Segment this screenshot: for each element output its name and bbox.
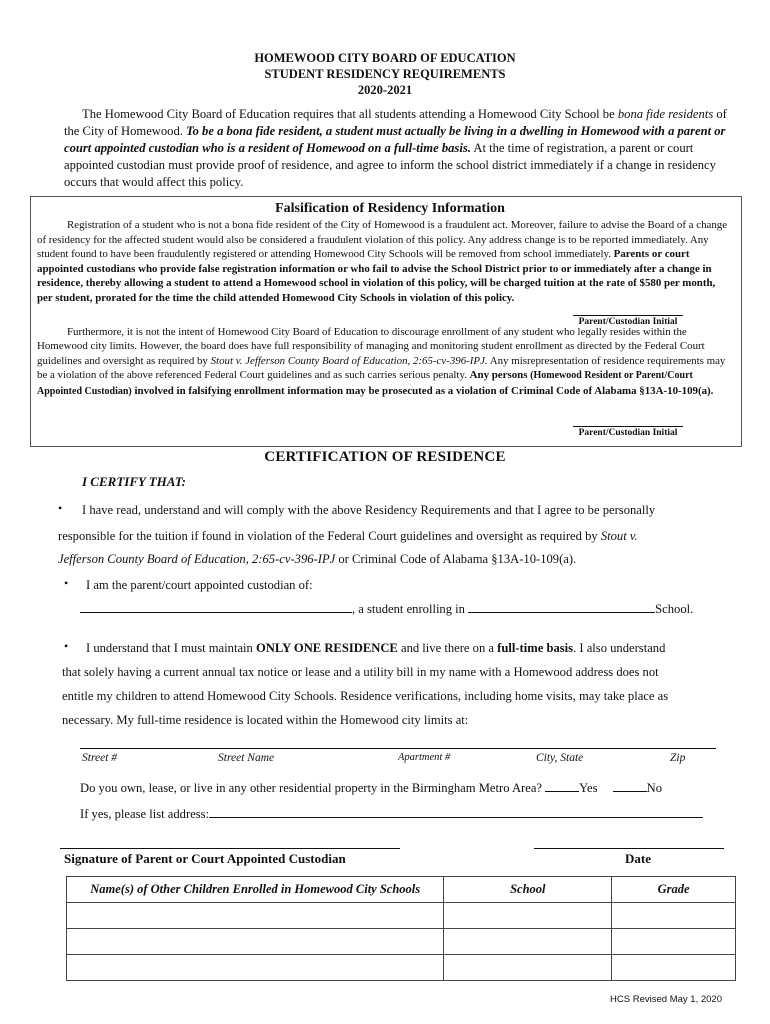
other-address-label: If yes, please list address: [80,807,210,821]
table-row [67,903,736,929]
signature-field[interactable] [60,848,400,849]
date-field[interactable] [534,848,724,849]
child-school-cell[interactable] [444,903,612,929]
other-property-question: Do you own, lease, or live in any other residential property in the Birmingham Metro Area? Yes No [80,781,663,795]
grade-header: Grade [612,877,736,903]
falsification-paragraph-2: Furthermore, it is not the intent of Homewood City Board of Education to discourage enrollment of any student who legally resides within the Homewood city limits. However, the board does have full responsibility of managing and monitoring student enrollment as directed by the Federal Court guidelines and oversight as required by Stout v. Jefferson County Board of Education, 2:65-cv-396-IPJ. Any misrepresentation of residence requirements may be a violation of the above referenced Federal Court guidelines and as such carries serious penalty. Any persons (Homewood Resident or Parent/Court Appointed Custodian) involved in falsifying enrollment information may be prosecuted as a violation of Criminal Code of Alabama §13A-10-109(a). [37,325,726,397]
bullet-1-line-1: I have read, understand and will comply with the above Residency Requirements and that I agree to be personally [82,503,656,517]
bullet-2: • [64,576,69,590]
revision-footer: HCS Revised May 1, 2020 [610,994,722,1005]
school-header: School [444,877,612,903]
certify-heading: I CERTIFY THAT: [82,474,187,489]
document-header [0,50,770,98]
date-label: Date [625,851,651,866]
bullet-3: • [64,639,69,653]
school-name-field[interactable] [468,601,655,613]
bullet-1: • [58,501,63,515]
certification-title: CERTIFICATION OF RESIDENCE [264,449,506,465]
initial-label-1: Parent/Custodian Initial [573,315,683,328]
child-school-cell[interactable] [444,929,612,955]
initial-field-1[interactable] [573,315,683,328]
document-title: STUDENT RESIDENCY REQUIREMENTS [264,67,506,81]
no-field[interactable] [613,780,647,792]
child-school-cell[interactable] [444,955,612,981]
children-names-header: Name(s) of Other Children Enrolled in Homewood City Schools [67,877,444,903]
table-row [67,929,736,955]
bullet-3-line-1: I understand that I must maintain ONLY ONE RESIDENCE and live there on a full-time basis. I also understand [86,641,666,655]
intro-paragraph: The Homewood City Board of Education requires that all students attending a Homewood City School be bona fide residents of the City of Homewood. To be a bona fide resident, a student must actually be living in a dwelling in Homewood with a parent or court appointed custodian who is a resident of Homewood on a full-time basis. At the time of registration, a parent or court appointed custodian must provide proof of residence, and agree to inform the school district immediately if a change in residency occurs that would affect this policy. [64,107,727,189]
bullet-3-line-2: that solely having a current annual tax notice or lease and a utility bill in my name with a Homewood address does not [62,665,659,679]
bullet-3-line-3: entitle my children to attend Homewood City Schools. Residence verifications, including home visits, may take place as [62,689,669,703]
student-enrollment-line: , a student enrolling in School. [80,601,693,617]
initial-label-2: Parent/Custodian Initial [573,426,683,439]
board-title: HOMEWOOD CITY BOARD OF EDUCATION [254,51,516,65]
table-row [67,955,736,981]
other-children-table [66,876,736,981]
city-state-label: City, State [536,752,584,764]
child-name-cell[interactable] [67,955,444,981]
other-address-field[interactable] [209,806,703,818]
bullet-1-line-3: Jefferson County Board of Education, 2:65-cv-396-IPJ or Criminal Code of Alabama §13A-10-109(a). [58,552,577,566]
falsification-title: Falsification of Residency Information [275,201,505,216]
child-grade-cell[interactable] [612,903,736,929]
child-grade-cell[interactable] [612,929,736,955]
falsification-paragraph-1: Registration of a student who is not a bona fide resident of the City of Homewood is a fraudulent act. Moreover, failure to advise the Board of a change of residency for the affected student would also be considered a fraudulent violation of this policy. Any address change is to be reported immediately. Any student found to have been fraudulently registered or attending Homewood City Schools will be removed from school immediately. Parents or court appointed custodians who provide false registration information or who fail to advise the School District prior to or immediately after a change in residence, thereby allowing a student to attend a Homewood school in violation of this policy, will be charged tuition at the rate of $580 per month, per student, prorated for the time the child attended Homewood City Schools in violation of this policy. [37,219,728,304]
child-name-cell[interactable] [67,903,444,929]
signature-label: Signature of Parent or Court Appointed Custodian [64,851,346,866]
bullet-2-text: I am the parent/court appointed custodian of: [86,578,313,592]
falsification-box [30,196,742,447]
child-name-cell[interactable] [67,929,444,955]
yes-field[interactable] [545,780,579,792]
table-header-row [67,877,736,903]
other-address-row [80,806,703,822]
zip-label: Zip [670,752,686,764]
street-name-label: Street Name [218,752,275,764]
child-grade-cell[interactable] [612,955,736,981]
bullet-3-line-4: necessary. My full-time residence is located within the Homewood city limits at: [62,713,469,727]
residence-address-field[interactable] [80,748,716,749]
apartment-label: Apartment # [398,752,451,763]
school-year: 2020-2021 [357,83,413,97]
student-name-field[interactable] [80,601,352,613]
bullet-1-line-2: responsible for the tuition if found in violation of the Federal Court guidelines and oversight as required by Stout v. [58,529,638,543]
street-number-label: Street # [82,752,118,764]
initial-field-2[interactable] [573,426,683,439]
